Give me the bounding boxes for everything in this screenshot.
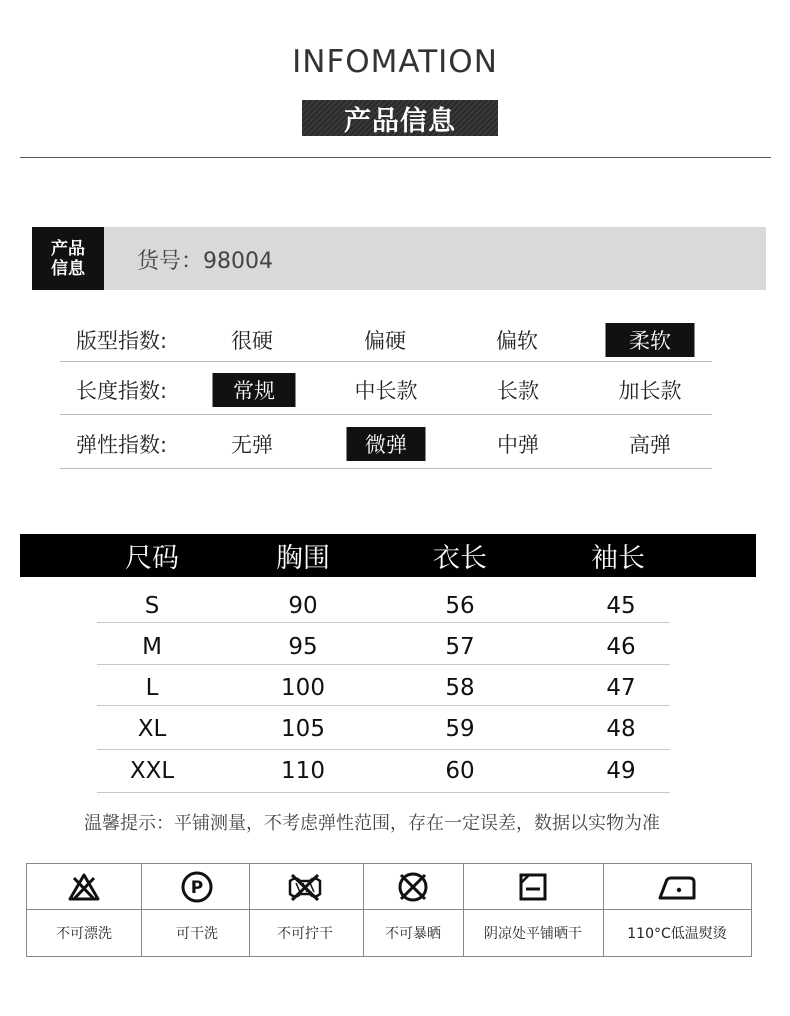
table-cell: 47 — [606, 674, 636, 701]
care-table-divider — [141, 863, 142, 957]
size-header-cell: 袖长 — [591, 543, 645, 574]
table-cell: L — [145, 674, 159, 701]
dry-flat-shade-icon — [503, 866, 563, 908]
table-cell: 46 — [606, 633, 636, 660]
table-row — [97, 667, 670, 708]
svg-text:P: P — [190, 878, 204, 898]
table-cell: 105 — [281, 715, 325, 742]
care-label: 可干洗 — [176, 926, 218, 942]
index-option: 中弹 — [497, 432, 539, 457]
table-cell: 110 — [281, 757, 325, 784]
index-option: 无弹 — [231, 432, 273, 457]
table-cell: 56 — [445, 592, 475, 619]
size-table-header — [20, 534, 756, 577]
table-cell: S — [144, 592, 160, 619]
product-info-label-line2: 信息 — [51, 258, 85, 279]
table-row-divider — [97, 622, 670, 623]
care-table-divider — [603, 863, 604, 957]
index-option: 偏硬 — [364, 328, 406, 353]
index-option-selected: 柔软 — [606, 323, 695, 357]
index-option: 偏软 — [496, 328, 538, 353]
index-option: 中长款 — [354, 378, 418, 403]
size-header-cell: 胸围 — [276, 543, 330, 574]
table-row-divider — [97, 664, 670, 665]
table-cell: 90 — [288, 592, 318, 619]
index-option: 长款 — [497, 378, 539, 403]
care-label: 不可拧干 — [277, 926, 333, 942]
table-row-divider — [97, 792, 670, 793]
dry-clean-icon — [167, 866, 227, 908]
table-row — [97, 750, 670, 791]
care-table-divider — [363, 863, 364, 957]
care-table-divider — [463, 863, 464, 957]
table-row-divider — [97, 705, 670, 706]
index-option-selected: 微弹 — [347, 427, 426, 461]
index-option-selected: 常规 — [213, 373, 296, 407]
care-table-divider — [249, 863, 250, 957]
table-cell: M — [142, 633, 162, 660]
table-cell: 58 — [445, 674, 475, 701]
table-cell: 48 — [606, 715, 636, 742]
index-row-divider — [60, 468, 712, 469]
table-row — [97, 585, 670, 626]
no-wring-icon — [275, 866, 335, 908]
no-tumble-dry-icon — [383, 866, 443, 908]
care-label: 不可漂洗 — [56, 926, 112, 942]
iron-low-icon — [647, 866, 707, 908]
index-row-elasticity — [60, 417, 712, 470]
care-label: 不可暴晒 — [385, 926, 441, 942]
table-cell: 60 — [445, 757, 475, 784]
table-cell: 100 — [281, 674, 325, 701]
product-number: 货号：98004 — [137, 249, 273, 274]
table-cell: 59 — [445, 715, 475, 742]
table-cell: 57 — [445, 633, 475, 660]
size-header-cell: 衣长 — [433, 543, 487, 574]
size-header-cell: 尺码 — [125, 543, 179, 574]
page-title-cn: 产品信息 — [302, 100, 498, 136]
header-divider — [20, 157, 771, 158]
table-cell: XL — [137, 715, 167, 742]
index-option: 很硬 — [231, 328, 273, 353]
care-label: 阴凉处平铺晒干 — [484, 926, 582, 942]
index-label: 长度指数: — [76, 378, 168, 403]
index-option: 高弹 — [629, 432, 671, 457]
table-cell: 49 — [606, 757, 636, 784]
table-cell: XXL — [129, 757, 175, 784]
index-row-fit — [60, 313, 712, 366]
care-label: 110°C低温熨烫 — [627, 926, 727, 942]
page-title-en: INFOMATION — [292, 44, 498, 80]
table-row — [97, 626, 670, 667]
index-row-length — [60, 363, 712, 416]
no-bleach-icon — [54, 866, 114, 908]
product-info-label-line1: 产品 — [51, 238, 85, 259]
product-info-label — [32, 227, 104, 290]
measurement-note: 温馨提示：平铺测量，不考虑弹性范围，存在一定误差，数据以实物为准 — [84, 813, 660, 834]
table-cell: 95 — [288, 633, 318, 660]
index-option: 加长款 — [618, 378, 682, 403]
index-label: 弹性指数: — [76, 432, 168, 457]
index-label: 版型指数: — [76, 328, 168, 353]
index-row-divider — [60, 414, 712, 415]
table-cell: 45 — [606, 592, 636, 619]
index-row-divider — [60, 361, 712, 362]
table-row — [97, 708, 670, 749]
